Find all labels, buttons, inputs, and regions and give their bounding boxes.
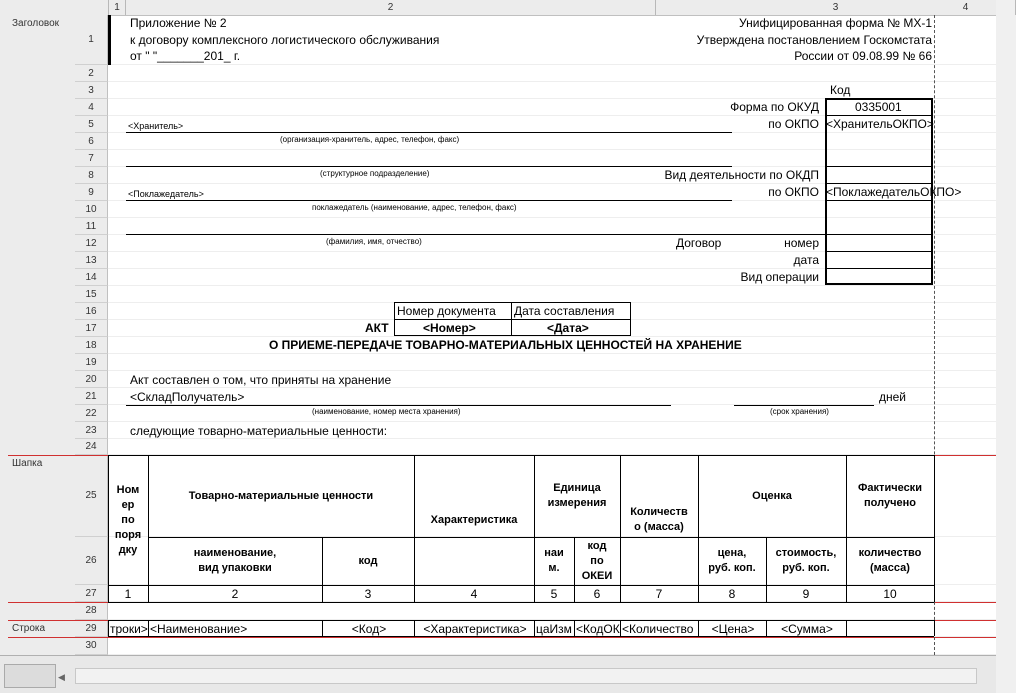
row-number[interactable]: 14 [75,269,108,286]
row-number[interactable]: 16 [75,303,108,320]
header-cost: стоимость, руб. коп. [775,547,837,574]
column-number-cell: 3 [364,586,372,601]
sheet-tab[interactable] [4,664,56,688]
row-number[interactable]: 8 [75,167,108,184]
operation-label: Вид операции [740,270,819,284]
header-unit-code: код по ОКЕИ [581,539,613,582]
header-number: Ном ер по поря дку [114,483,142,556]
scroll-left-icon[interactable]: ◀ [58,672,65,682]
data-row-cell[interactable]: цаИзм [536,621,572,636]
header-code: код [358,554,378,567]
person-caption: (фамилия, имя, отчество) [326,237,422,246]
row-number[interactable]: 22 [75,405,108,422]
column-header-2[interactable]: 2 [126,0,656,15]
division-caption: (структурное подразделение) [320,169,430,178]
row-number[interactable]: 7 [75,150,108,167]
header-unit: Единица измерения [547,482,607,509]
row-number[interactable]: 2 [75,65,108,82]
column-number-cell: 10 [883,586,897,601]
appendix-line-2: к договору комплексного логистического обслуживания [130,33,440,47]
doc-number-value[interactable]: <Номер> [423,321,476,335]
data-row-cell[interactable] [846,620,934,637]
okpo-label: по ОКПО [768,117,819,131]
codes-title: Код [830,83,851,97]
row-number[interactable]: 30 [75,637,108,655]
row-number[interactable]: 15 [75,286,108,303]
days-label: дней [879,390,907,404]
doc-title: О ПРИЕМЕ-ПЕРЕДАЧЕ ТОВАРНО-МАТЕРИАЛЬНЫХ ЦЕННОСТЕЙ НА ХРАНЕНИЕ [269,338,742,352]
column-number-cell: 8 [728,586,736,601]
row-number[interactable]: 20 [75,371,108,388]
row-number[interactable]: 19 [75,354,108,371]
appendix-line-3: от " "_______201_ г. [130,49,241,63]
following-text: следующие товарно-материальные ценности: [130,424,388,438]
row-number[interactable]: 24 [75,439,108,455]
header-fact: Фактически получено [858,482,922,509]
data-row-cell[interactable]: <КодОК [576,621,620,636]
doc-number-header: Номер документа [397,304,496,318]
appendix-line-1: Приложение № 2 [130,16,227,30]
data-row-cell[interactable]: <Цена> [711,621,755,636]
row-number[interactable]: 12 [75,235,108,252]
row-number[interactable]: 29 [75,620,108,637]
term-caption: (срок хранения) [770,407,829,416]
row-number[interactable]: 25 [75,455,108,537]
column-number-cell: 5 [550,586,558,601]
column-number-cell: 1 [124,586,132,601]
row-number[interactable]: 1 [75,15,108,65]
header-characteristic: Характеристика [430,513,518,526]
contract-label: Договор [676,236,722,250]
column-number-cell: 7 [655,586,663,601]
okdp-label: Вид деятельности по ОКДП [664,168,819,182]
contract-number-label: номер [784,236,819,250]
column-number-cell: 4 [470,586,478,601]
section-label-cap[interactable]: Шапка [12,458,43,469]
header-fact-qty: количество (масса) [858,547,922,574]
row-number[interactable]: 17 [75,320,108,337]
okud-label: Форма по ОКУД [730,100,819,114]
depositor-caption: поклажедатель (наименование, адрес, телефон, факс) [312,203,517,212]
data-row-cell[interactable]: <Характеристика> [423,621,527,636]
warehouse-caption: (наименование, номер места хранения) [312,407,461,416]
row-number[interactable]: 26 [75,537,108,585]
horizontal-scrollbar[interactable] [0,655,996,693]
data-row-cell[interactable]: <Количество [622,621,694,636]
contract-date-label: дата [793,253,819,267]
row-number[interactable]: 5 [75,116,108,133]
row-number[interactable]: 10 [75,201,108,218]
column-number-cell: 6 [593,586,601,601]
header-evaluation: Оценка [752,489,792,502]
column-number-cell: 9 [802,586,810,601]
header-goods: Товарно-материальные ценности [188,489,374,502]
column-header-4[interactable]: 4 [962,2,969,13]
okpo-keeper-value[interactable]: <ХранительОКПО> [826,117,934,131]
column-header-1[interactable]: 1 [108,0,126,15]
okpo-depositor-value[interactable]: <ПоклажедательОКПО> [826,185,962,199]
form-line-2: Утверждена постановлением Госкомстата [696,33,932,47]
act-label: АКТ [365,321,389,335]
keeper-value[interactable]: <Хранитель> [128,121,184,131]
row-number[interactable]: 23 [75,422,108,439]
row-number[interactable]: 28 [75,602,108,620]
header-quantity: Количеств о (масса) [630,506,688,533]
header-unit-name: наи м. [544,547,564,574]
form-line-3: России от 09.08.99 № 66 [794,49,932,63]
header-name: наименование, вид упаковки [193,547,277,574]
data-row-cell[interactable]: <Наименование> [150,621,248,636]
section-label-header[interactable]: Заголовок [12,18,60,29]
column-header-bar [75,0,996,16]
form-line-1: Унифицированная форма № МХ-1 [739,16,932,30]
data-row-cell[interactable]: троки> [110,621,148,636]
okpo2-label: по ОКПО [768,185,819,199]
row-number[interactable]: 6 [75,133,108,150]
row-number[interactable]: 27 [75,585,108,602]
depositor-value[interactable]: <Поклажедатель> [128,189,204,199]
row-number[interactable]: 18 [75,337,108,354]
row-number[interactable]: 4 [75,99,108,116]
data-row-cell[interactable]: <Сумма> [781,621,833,636]
header-price: цена, руб. коп. [708,547,756,574]
section-label-row[interactable]: Строка [12,623,46,634]
doc-date-value[interactable]: <Дата> [547,321,589,335]
row-number[interactable]: 9 [75,184,108,201]
doc-date-header: Дата составления [514,304,615,318]
warehouse-value[interactable]: <СкладПолучатель> [130,390,245,404]
row-number[interactable]: 21 [75,388,108,405]
row-number[interactable]: 3 [75,82,108,99]
column-header-3[interactable]: 3 [656,0,1016,15]
data-row-cell[interactable]: <Код> [351,621,387,636]
scroll-track[interactable] [75,668,977,684]
intro-text: Акт составлен о том, что приняты на хранение [130,373,392,387]
column-number-cell: 2 [231,586,239,601]
section-gutter [0,0,76,655]
keeper-caption: (организация-хранитель, адрес, телефон, факс) [280,135,460,144]
okud-value[interactable]: 0335001 [855,100,902,114]
row-number[interactable]: 11 [75,218,108,235]
row-number[interactable]: 13 [75,252,108,269]
